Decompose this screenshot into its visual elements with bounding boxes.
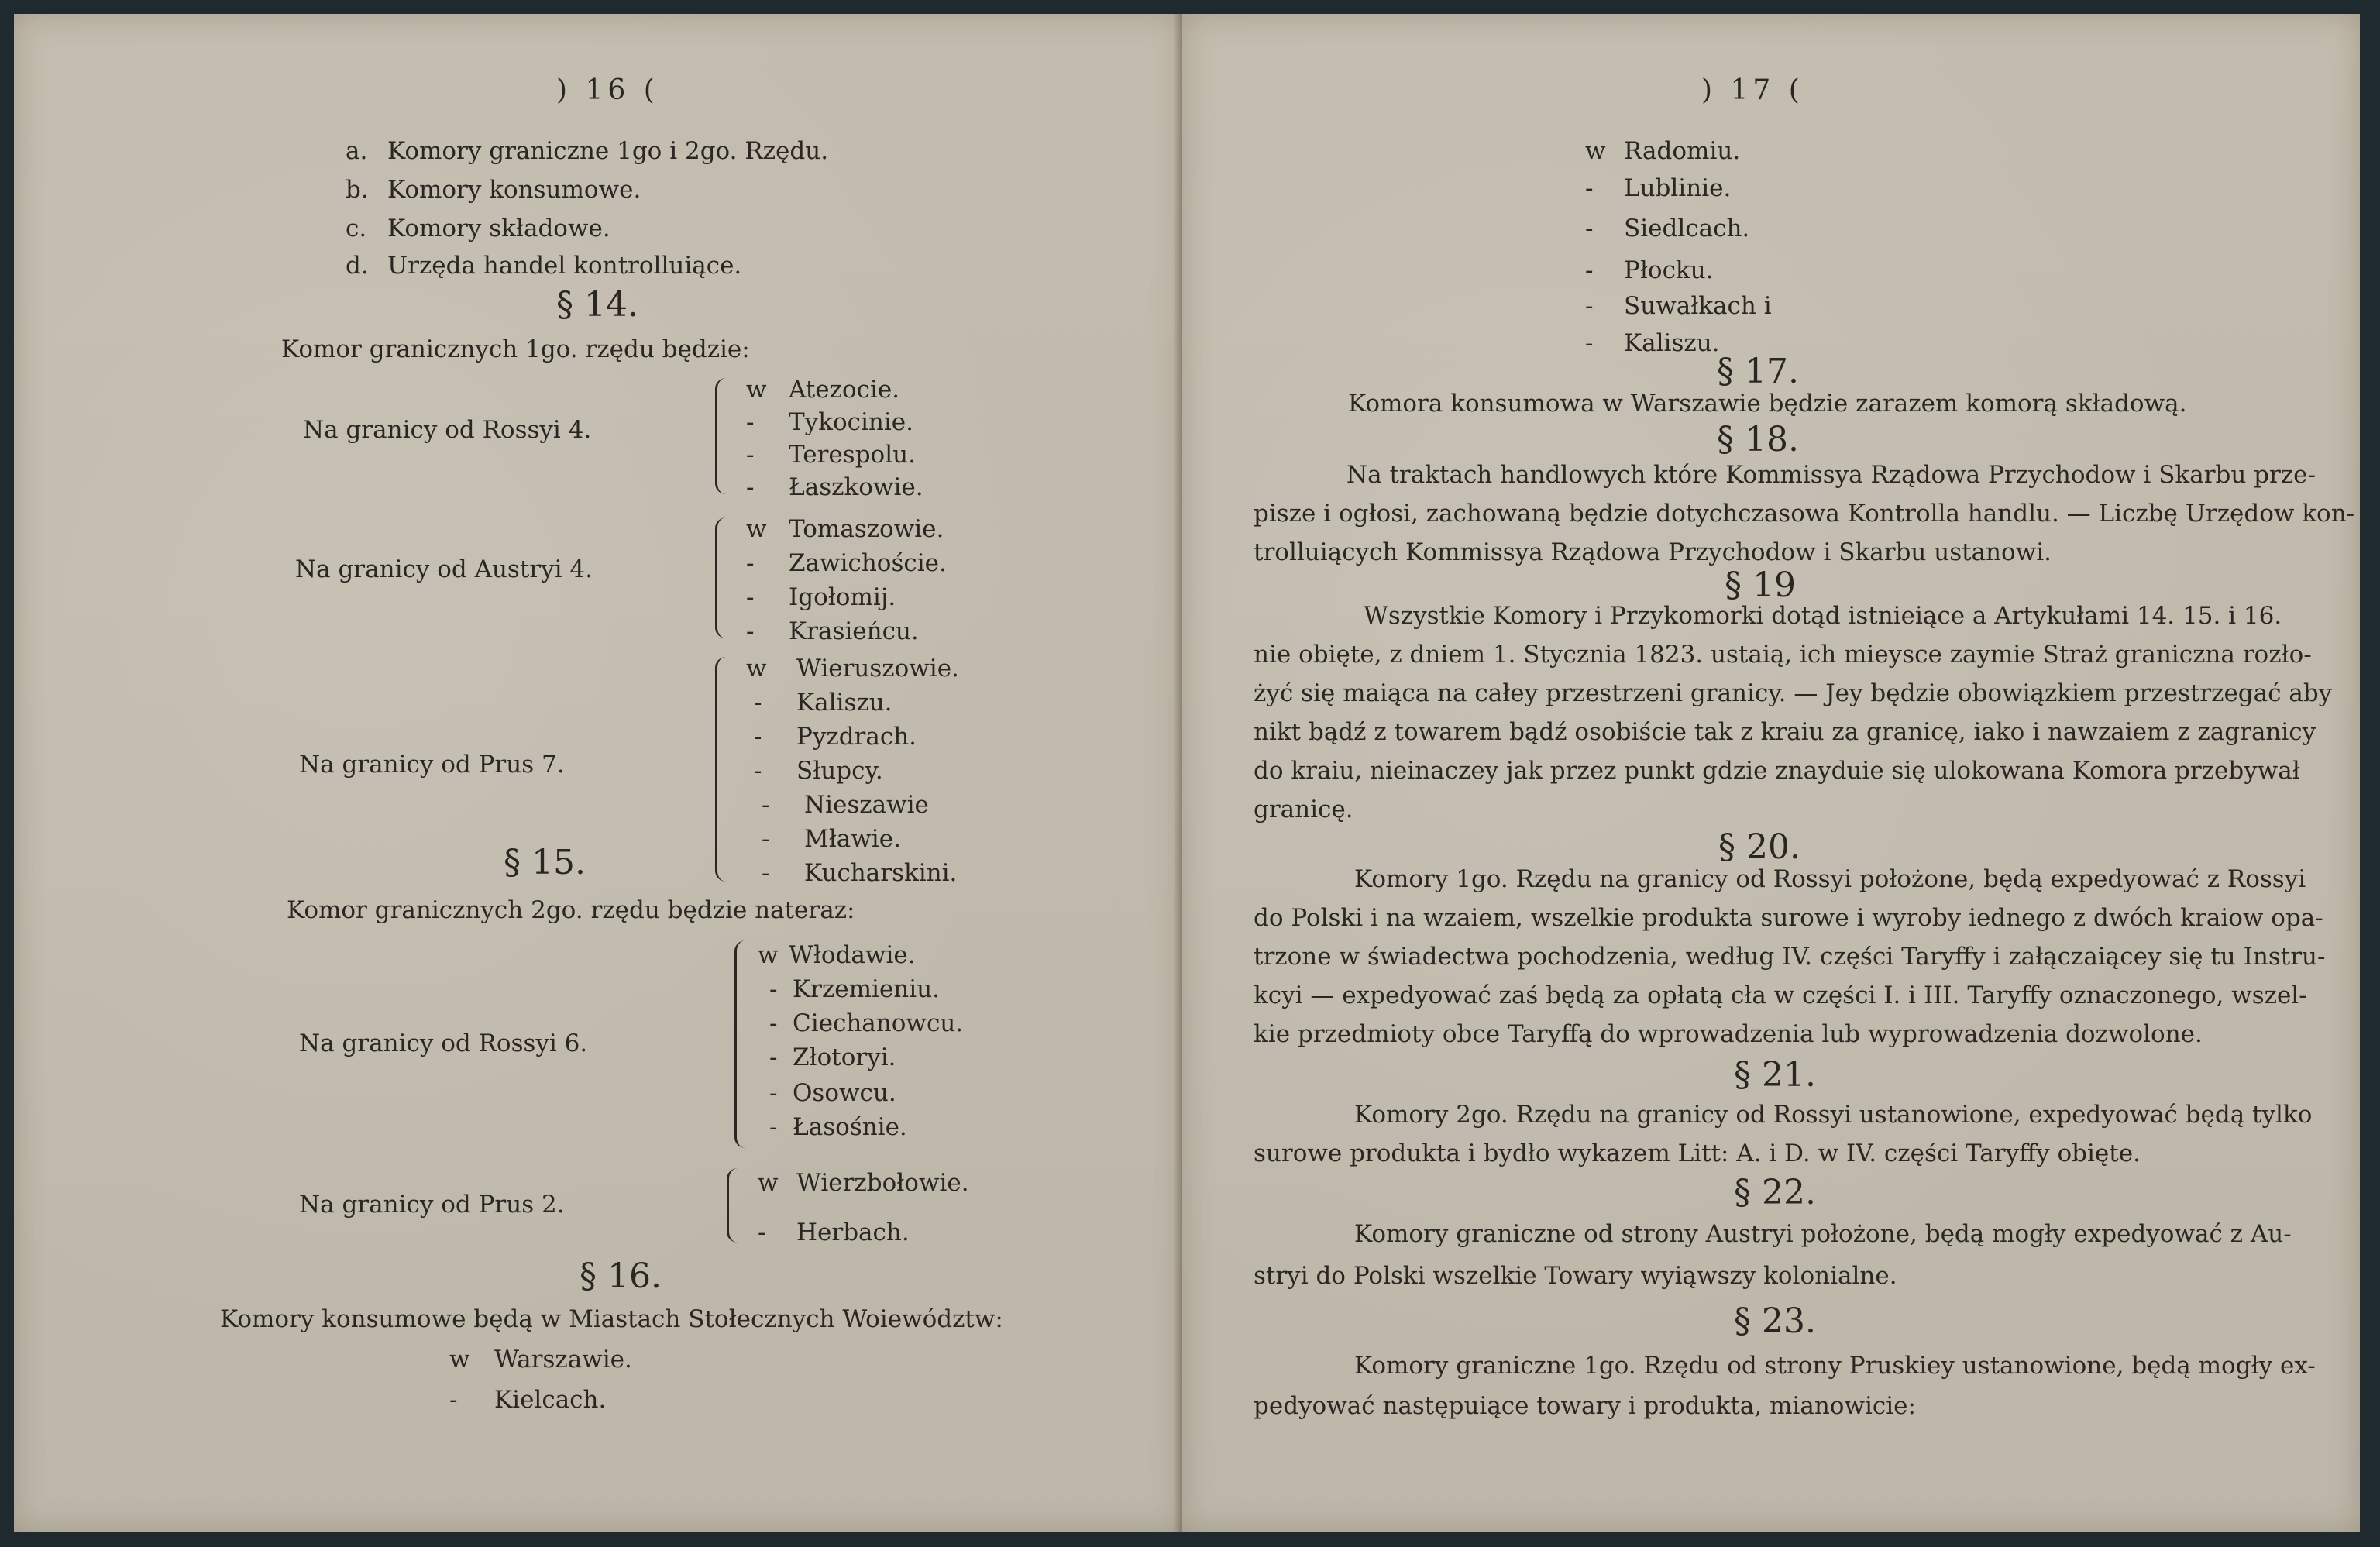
right-page — [1182, 14, 2360, 1532]
text-line: Wszystkie Komory i Przykomorki dotąd istnieiące a Artykułami 14. 15. i 16. — [1364, 602, 2282, 630]
border-group-label: Na granicy od Rossyi 4. — [303, 416, 592, 444]
place-name: Krasieńcu. — [789, 617, 919, 645]
border-group-label: Na granicy od Rossyi 6. — [299, 1030, 588, 1057]
section-14-heading: § 14. — [556, 285, 638, 325]
section-15-intro: Komor granicznych 2go. rzędu będzie nateraz: — [287, 896, 855, 924]
place-mark: - — [769, 1079, 778, 1107]
section-15-heading: § 15. — [504, 843, 586, 882]
place-mark: - — [746, 441, 755, 469]
text-line: trolluiących Kommissya Rządowa Przychodow i Skarbu ustanowi. — [1254, 538, 2052, 566]
place-mark: - — [769, 1009, 778, 1037]
section-17-heading: § 17. — [1717, 352, 1799, 391]
place-name: Włodawie. — [789, 941, 916, 969]
border-group-label: Na granicy od Prus 7. — [299, 751, 565, 779]
place-mark: w — [758, 941, 779, 969]
list-mark: a. — [346, 137, 368, 165]
list-mark: b. — [346, 176, 369, 204]
border-group-label: Na granicy od Prus 2. — [299, 1191, 565, 1219]
place-name: Wierzbołowie. — [796, 1169, 969, 1197]
place-name: Słupcy. — [796, 757, 883, 785]
section-21-heading: § 21. — [1734, 1055, 1816, 1095]
place-mark: w — [449, 1346, 470, 1373]
place-name: Lublinie. — [1624, 174, 1732, 202]
text-line: kcyi — expedyować zaś będą za opłatą cła w części I. i III. Taryffy oznaczonego, wszel- — [1254, 981, 2307, 1009]
place-name: Krzemieniu. — [793, 975, 941, 1003]
place-mark: w — [758, 1169, 779, 1197]
place-name: Tykocinie. — [789, 408, 913, 436]
page-number-16: ) 16 ( — [556, 74, 659, 106]
brace — [715, 657, 728, 882]
list-item: Komory konsumowe. — [387, 176, 641, 204]
place-name: Osowcu. — [793, 1079, 896, 1107]
place-mark: - — [746, 617, 755, 645]
place-name: Pyzdrach. — [796, 723, 917, 751]
text-line: Komory graniczne od strony Austryi położone, będą mogły expedyować z Au- — [1354, 1220, 2292, 1248]
text-line: Komory 1go. Rzędu na granicy od Rossyi położone, będą expedyować z Rossyi — [1354, 865, 2306, 893]
place-mark: - — [762, 791, 770, 819]
place-mark: - — [769, 975, 778, 1003]
place-name: Łaszkowie. — [789, 473, 923, 501]
place-mark: - — [754, 757, 762, 785]
place-name: Złotoryi. — [793, 1043, 896, 1071]
place-name: Kaliszu. — [1624, 329, 1720, 357]
place-mark: - — [1585, 292, 1594, 320]
place-name: Herbach. — [796, 1219, 910, 1246]
place-name: Siedlcach. — [1624, 215, 1750, 242]
brace — [727, 1168, 740, 1243]
list-item: Komory graniczne 1go i 2go. Rzędu. — [387, 137, 829, 165]
place-mark: - — [746, 473, 755, 501]
text-line: do kraiu, nieinaczey jak przez punkt gdzie znayduie się ulokowana Komora przebywał — [1254, 757, 2300, 785]
left-page — [14, 14, 1182, 1532]
section-19-heading: § 19 — [1725, 566, 1796, 605]
place-mark: - — [1585, 329, 1594, 357]
text-line: Na traktach handlowych które Kommissya Rządowa Przychodow i Skarbu prze- — [1346, 461, 2316, 489]
section-17-text: Komora konsumowa w Warszawie będzie zarazem komorą składową. — [1348, 390, 2187, 418]
text-line: kie przedmioty obce Taryffą do wprowadzenia lub wyprowadzenia dozwolone. — [1254, 1020, 2203, 1048]
place-name: Radomiu. — [1624, 137, 1741, 165]
place-name: Suwałkach i — [1624, 292, 1772, 320]
section-14-intro: Komor granicznych 1go. rzędu będzie: — [281, 335, 750, 363]
list-mark: d. — [346, 252, 369, 280]
section-22-heading: § 22. — [1734, 1173, 1816, 1212]
place-name: Łasośnie. — [793, 1113, 907, 1141]
list-mark: c. — [346, 215, 367, 242]
text-line: nikt bądź z towarem bądź osobiście tak z kraiu za granicę, iako i nawzaiem z zagranicy — [1254, 718, 2316, 746]
section-23-heading: § 23. — [1734, 1301, 1816, 1341]
place-mark: w — [746, 515, 767, 543]
list-item: Urzęda handel kontrolluiące. — [387, 252, 742, 280]
page-number-17: ) 17 ( — [1701, 74, 1804, 106]
place-mark: - — [1585, 174, 1594, 202]
place-name: Kucharskini. — [804, 859, 958, 887]
place-mark: - — [762, 859, 770, 887]
place-mark: - — [758, 1219, 766, 1246]
place-mark: - — [762, 825, 770, 853]
text-line: granicę. — [1254, 796, 1353, 823]
place-mark: w — [746, 376, 767, 404]
place-mark: - — [754, 689, 762, 717]
text-line: surowe produkta i bydło wykazem Litt: A. i D. w IV. części Taryffy obięte. — [1254, 1140, 2141, 1167]
place-name: Kielcach. — [494, 1386, 607, 1414]
section-18-heading: § 18. — [1717, 420, 1799, 459]
text-line: pisze i ogłosi, zachowaną będzie dotychczasowa Kontrolla handlu. — Liczbę Urzędow kon- — [1254, 500, 2355, 528]
text-line: trzone w świadectwa pochodzenia, według IV. części Taryffy i załączaiącey się tu Instru- — [1254, 943, 2326, 971]
brace — [715, 517, 728, 638]
place-name: Zawichoście. — [789, 549, 947, 577]
text-line: Komory graniczne 1go. Rzędu od strony Pruskiey ustanowione, będą mogły ex- — [1354, 1352, 2316, 1380]
place-name: Nieszawie — [804, 791, 929, 819]
place-name: Tomaszowie. — [789, 515, 944, 543]
place-name: Ciechanowcu. — [793, 1009, 964, 1037]
brace — [734, 940, 748, 1148]
place-name: Mławie. — [804, 825, 901, 853]
place-mark: - — [1585, 215, 1594, 242]
text-line: nie obięte, z dniem 1. Stycznia 1823. ustaią, ich mieysce zaymie Straż graniczna rozło- — [1254, 641, 2312, 669]
text-line: stryi do Polski wszelkie Towary wyiąwszy kolonialne. — [1254, 1262, 1897, 1290]
section-20-heading: § 20. — [1718, 827, 1800, 867]
place-mark: - — [769, 1113, 778, 1141]
place-mark: w — [746, 655, 767, 682]
place-name: Igołomij. — [789, 583, 896, 611]
brace — [715, 378, 728, 494]
text-line: pedyować następuiące towary i produkta, mianowicie: — [1254, 1392, 1916, 1420]
border-group-label: Na granicy od Austryi 4. — [295, 555, 593, 583]
text-line: do Polski i na wzaiem, wszelkie produkta surowe i wyroby iednego z dwóch kraiow opa- — [1254, 904, 2323, 932]
place-name: Terespolu. — [789, 441, 916, 469]
place-mark: - — [1585, 256, 1594, 284]
text-line: Komory 2go. Rzędu na granicy od Rossyi ustanowione, expedyować będą tylko — [1354, 1101, 2313, 1129]
section-16-heading: § 16. — [580, 1257, 662, 1296]
list-item: Komory składowe. — [387, 215, 610, 242]
place-mark: - — [449, 1386, 458, 1414]
section-16-intro: Komory konsumowe będą w Miastach Stołecznych Woiewództw: — [220, 1305, 1003, 1333]
place-name: Płocku. — [1624, 256, 1714, 284]
place-name: Warszawie. — [494, 1346, 632, 1373]
place-mark: - — [769, 1043, 778, 1071]
place-mark: - — [746, 408, 755, 436]
place-name: Kaliszu. — [796, 689, 892, 717]
place-name: Wieruszowie. — [796, 655, 959, 682]
place-name: Atezocie. — [789, 376, 900, 404]
place-mark: - — [754, 723, 762, 751]
place-mark: w — [1585, 137, 1606, 165]
place-mark: - — [746, 549, 755, 577]
text-line: żyć się maiąca na całey przestrzeni granicy. — Jey będzie obowiązkiem przestrzegać aby — [1254, 679, 2333, 707]
place-mark: - — [746, 583, 755, 611]
